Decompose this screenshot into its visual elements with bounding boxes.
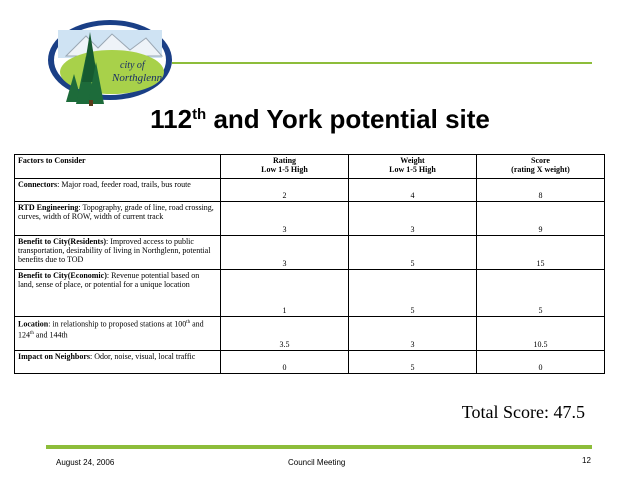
weight-cell: 5 <box>349 270 477 317</box>
factor-desc: and 124 <box>18 319 204 340</box>
weight-cell: 5 <box>349 236 477 270</box>
header-score <box>477 155 605 179</box>
factor-location <box>15 317 221 351</box>
factor-desc: : Topography, grade of line, road crossing, curves, width of ROW, width of current track <box>18 203 214 221</box>
bottom-accent-line <box>46 445 592 449</box>
factor-name: Benefit to City(Residents) <box>18 237 106 246</box>
rating-cell: 1 <box>221 270 349 317</box>
top-accent-line <box>172 62 592 64</box>
table-row <box>15 202 605 236</box>
header-factors: Factors to Consider <box>15 155 221 179</box>
factor-connectors <box>15 179 221 202</box>
header-weight-label: Weight <box>400 156 425 165</box>
northglenn-logo <box>46 12 174 108</box>
header-score-label: Score <box>531 156 550 165</box>
weight-cell: 3 <box>349 317 477 351</box>
weight-cell: 3 <box>349 202 477 236</box>
factors-table <box>14 154 605 374</box>
table-row <box>15 270 605 317</box>
factor-desc: : Improved access to public transportation, desirability of living in Northglenn, potential benefits due to TOD <box>18 237 211 264</box>
title-text: and York potential site <box>206 104 490 134</box>
table-row <box>15 351 605 374</box>
factor-benefit-residents <box>15 236 221 270</box>
page-number: 12 <box>582 456 591 465</box>
logo-text-city: city of <box>120 60 145 71</box>
factor-desc: and 144th <box>33 330 68 340</box>
factor-impact-neighbors <box>15 351 221 374</box>
header-rating-scale: Low 1-5 High <box>261 165 308 174</box>
rating-cell: 3.5 <box>221 317 349 351</box>
factor-name: Benefit to City(Economic) <box>18 271 107 280</box>
ordinal-sup: th <box>30 330 34 336</box>
factor-name: Connectors <box>18 180 58 189</box>
score-cell: 8 <box>477 179 605 202</box>
logo-text-northglenn: Northglenn <box>112 72 163 84</box>
factor-name: RTD Engineering <box>18 203 79 212</box>
rating-cell: 2 <box>221 179 349 202</box>
rating-cell: 3 <box>221 202 349 236</box>
factor-desc: : Revenue potential based on land, sense of place, or potential for a unique location <box>18 271 200 289</box>
total-score: Total Score: 47.5 <box>461 402 585 422</box>
weight-cell: 5 <box>349 351 477 374</box>
footer-date: August 24, 2006 <box>56 458 115 467</box>
weight-cell: 4 <box>349 179 477 202</box>
table-header-row <box>15 155 605 179</box>
factor-rtd-engineering <box>15 202 221 236</box>
score-cell: 9 <box>477 202 605 236</box>
table-row <box>15 236 605 270</box>
slide-title <box>0 104 640 135</box>
factor-desc: : Major road, feeder road, trails, bus route <box>57 180 191 189</box>
score-cell: 10.5 <box>477 317 605 351</box>
header-rating <box>221 155 349 179</box>
score-cell: 0 <box>477 351 605 374</box>
header-score-formula: (rating X weight) <box>511 165 570 174</box>
header-weight-scale: Low 1-5 High <box>389 165 436 174</box>
factor-desc: : in relationship to proposed stations at 100 <box>48 319 187 329</box>
ordinal-sup: th <box>186 320 191 325</box>
rating-cell: 0 <box>221 351 349 374</box>
rating-cell: 3 <box>221 236 349 270</box>
factor-desc: : Odor, noise, visual, local traffic <box>90 352 196 361</box>
header-weight <box>349 155 477 179</box>
score-cell: 5 <box>477 270 605 317</box>
factor-benefit-economic <box>15 270 221 317</box>
table-row <box>15 317 605 351</box>
header-rating-label: Rating <box>272 156 297 165</box>
title-superscript: th <box>192 106 207 123</box>
factor-name: Location <box>18 319 49 329</box>
score-cell: 15 <box>477 236 605 270</box>
footer-meeting: Council Meeting <box>288 458 346 467</box>
title-number: 112 <box>150 104 193 134</box>
table-row <box>15 179 605 202</box>
factor-name: Impact on Neighbors <box>18 352 91 361</box>
